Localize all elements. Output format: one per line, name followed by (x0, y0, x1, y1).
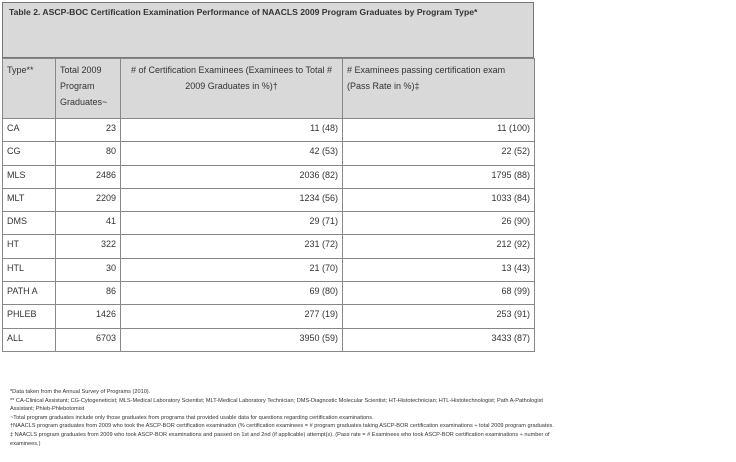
cell-total: 2209 (56, 188, 121, 211)
table-row (3, 142, 535, 165)
table-row (3, 119, 535, 142)
footnote: examinees.) (10, 440, 41, 447)
cell-passing: 68 (99) (343, 282, 535, 305)
cell-total: 86 (56, 282, 121, 305)
cell-passing: 1033 (84) (343, 188, 535, 211)
cell-type: CA (3, 119, 56, 142)
cell-examinees: 29 (71) (121, 212, 343, 235)
table-row (3, 235, 535, 258)
cell-examinees: 2036 (82) (121, 165, 343, 188)
results-table (2, 58, 535, 352)
cell-total: 41 (56, 212, 121, 235)
cell-passing: 3433 (87) (343, 328, 535, 351)
cell-type: HT (3, 235, 56, 258)
cell-passing: 26 (90) (343, 212, 535, 235)
cell-type: ALL (3, 328, 56, 351)
footnote: *Data taken from the Annual Survey of Programs (2010). (10, 389, 151, 395)
cell-total: 2486 (56, 165, 121, 188)
cell-type: PHLEB (3, 305, 56, 328)
cell-passing: 22 (52) (343, 142, 535, 165)
footnote: Assistant; Phleb-Phlebotomist (10, 406, 85, 413)
cell-passing: 212 (92) (343, 235, 535, 258)
footnotes (10, 388, 734, 448)
cell-type: DMS (3, 212, 56, 235)
cell-examinees: 3950 (59) (121, 328, 343, 351)
cell-type: MLS (3, 165, 56, 188)
cell-total: 80 (56, 142, 121, 165)
header-examinees: # of Certification Examinees (Examinees to Total # 2009 Graduates in %)† (121, 59, 343, 119)
table-row (3, 212, 535, 235)
cell-examinees: 42 (53) (121, 142, 343, 165)
cell-type: CG (3, 142, 56, 165)
cell-passing: 1795 (88) (343, 165, 535, 188)
cell-type: HTL (3, 258, 56, 281)
cell-total: 322 (56, 235, 121, 258)
table-row (3, 305, 535, 328)
cell-examinees: 1234 (56) (121, 188, 343, 211)
cell-passing: 11 (100) (343, 119, 535, 142)
cell-type: PATH A (3, 282, 56, 305)
cell-examinees: 277 (19) (121, 305, 343, 328)
cell-passing: 13 (43) (343, 258, 535, 281)
footnote: ~Total program graduates include only those graduates from programs that provided usable data for questions regarding certification examinations. (10, 414, 374, 421)
table-row (3, 282, 535, 305)
table-row (3, 188, 535, 211)
table-row (3, 165, 535, 188)
table-row (3, 258, 535, 281)
cell-passing: 253 (91) (343, 305, 535, 328)
footnote: ‡ NAACLS program graduates from 2009 who took ASCP-BOR examinations and passed on 1st and 2nd (if applicable) attempt(s). (Pass rate = # Examinees who took ASCP-BOR certification examinations ÷ number of (10, 431, 550, 438)
footnote: †NAACLS program graduates from 2009 who took the ASCP-BOR certification examination (% certification examinees = # program graduates taking ASCP-BOR certification examinations ÷ total 2009 program graduates. (10, 423, 554, 430)
cell-total: 23 (56, 119, 121, 142)
cell-examinees: 231 (72) (121, 235, 343, 258)
cell-type: MLT (3, 188, 56, 211)
header-total: Total 2009 Program Graduates~ (56, 59, 121, 119)
footnote: ** CA-Clinical Assistant; CG-Cytogeneticist; MLS-Medical Laboratory Scientist; MLT-Medical Laboratory Technician; DMS-Diagnostic Molecular Scientist; HT-Histotechnician; HTL-Histotechnologist; Path A-Pathologist (10, 397, 543, 404)
cell-examinees: 21 (70) (121, 258, 343, 281)
table-container (2, 2, 534, 352)
cell-examinees: 69 (80) (121, 282, 343, 305)
table-row (3, 328, 535, 351)
cell-total: 30 (56, 258, 121, 281)
cell-total: 6703 (56, 328, 121, 351)
header-row (3, 59, 535, 119)
cell-total: 1426 (56, 305, 121, 328)
cell-examinees: 11 (48) (121, 119, 343, 142)
header-passing: # Examinees passing certification exam (Pass Rate in %)‡ (343, 59, 535, 119)
table-title: Table 2. ASCP-BOC Certification Examination Performance of NAACLS 2009 Program Graduates by Program Type* (2, 2, 534, 58)
header-type: Type** (3, 59, 56, 119)
